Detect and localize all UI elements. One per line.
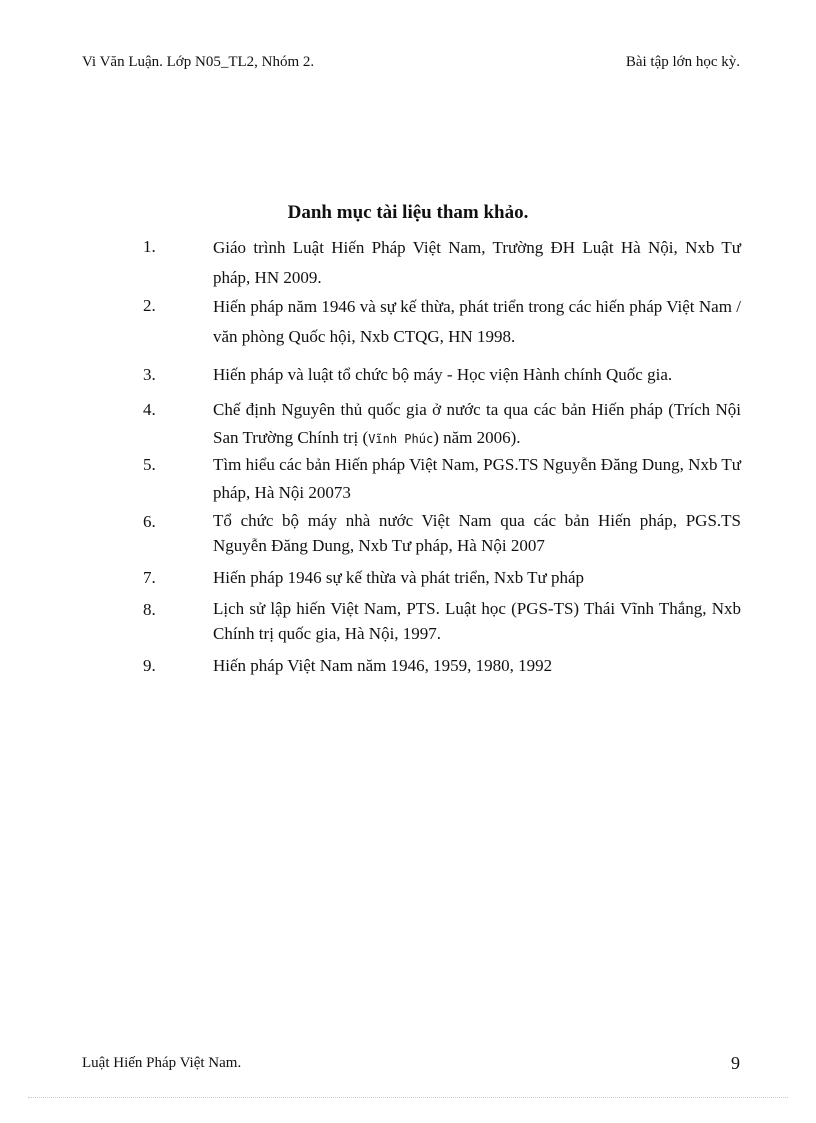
reference-text: Giáo trình Luật Hiến Pháp Việt Nam, Trường ĐH Luật Hà Nội, Nxb Tư pháp, HN 2009. [213,238,741,287]
reference-number: 3. [143,365,156,384]
reference-number: 8. [143,600,156,619]
reference-number: 7. [143,568,156,587]
reference-number: 6. [143,512,156,531]
reference-text-part: Chế định Nguyên thủ quốc gia ở nước ta qua các bản Hiến pháp (Trích Nội San Trường Chính trị ( [213,400,741,447]
reference-text [213,396,741,453]
reference-number: 5. [143,455,156,474]
page-bottom-divider [28,1097,788,1098]
reference-number: 4. [143,400,156,419]
page-number: 9 [731,1053,740,1073]
reference-text: Hiến pháp 1946 sự kế thừa và phát triển, Nxb Tư pháp [213,568,585,587]
reference-text: Hiến pháp Việt Nam năm 1946, 1959, 1980, 1992 [213,656,553,675]
reference-text: Tìm hiểu các bản Hiến pháp Việt Nam, PGS.TS Nguyễn Đăng Dung, Nxb Tư pháp, Hà Nội 20073 [213,455,741,502]
reference-text-small: Vĩnh Phúc [368,432,434,446]
reference-text: Hiến pháp và luật tổ chức bộ máy - Học viện Hành chính Quốc gia. [213,365,673,384]
page-title: Danh mục tài liệu tham khảo. [287,202,529,223]
reference-number: 2. [143,296,156,315]
reference-text: Hiến pháp năm 1946 và sự kế thừa, phát triển trong các hiến pháp Việt Nam / văn phòng Quốc hội, Nxb CTQG, HN 1998. [213,297,741,346]
footer-subject: Luật Hiến Pháp Việt Nam. [82,1055,242,1071]
reference-text: Tổ chức bộ máy nhà nước Việt Nam qua các bản Hiến pháp, PGS.TS Nguyễn Đăng Dung, Nxb Tư pháp, Hà Nội 2007 [213,511,741,555]
reference-text-part: ) năm 2006). [433,428,521,447]
header-course: Bài tập lớn học kỳ. [625,54,740,70]
reference-text: Lịch sử lập hiến Việt Nam, PTS. Luật học (PGS-TS) Thái Vĩnh Thắng, Nxb Chính trị quốc gia, Hà Nội, 1997. [213,599,741,643]
reference-number: 1. [143,237,156,256]
header-author: Vi Văn Luận. Lớp N05_TL2, Nhóm 2. [82,54,315,70]
reference-number: 9. [143,656,156,675]
